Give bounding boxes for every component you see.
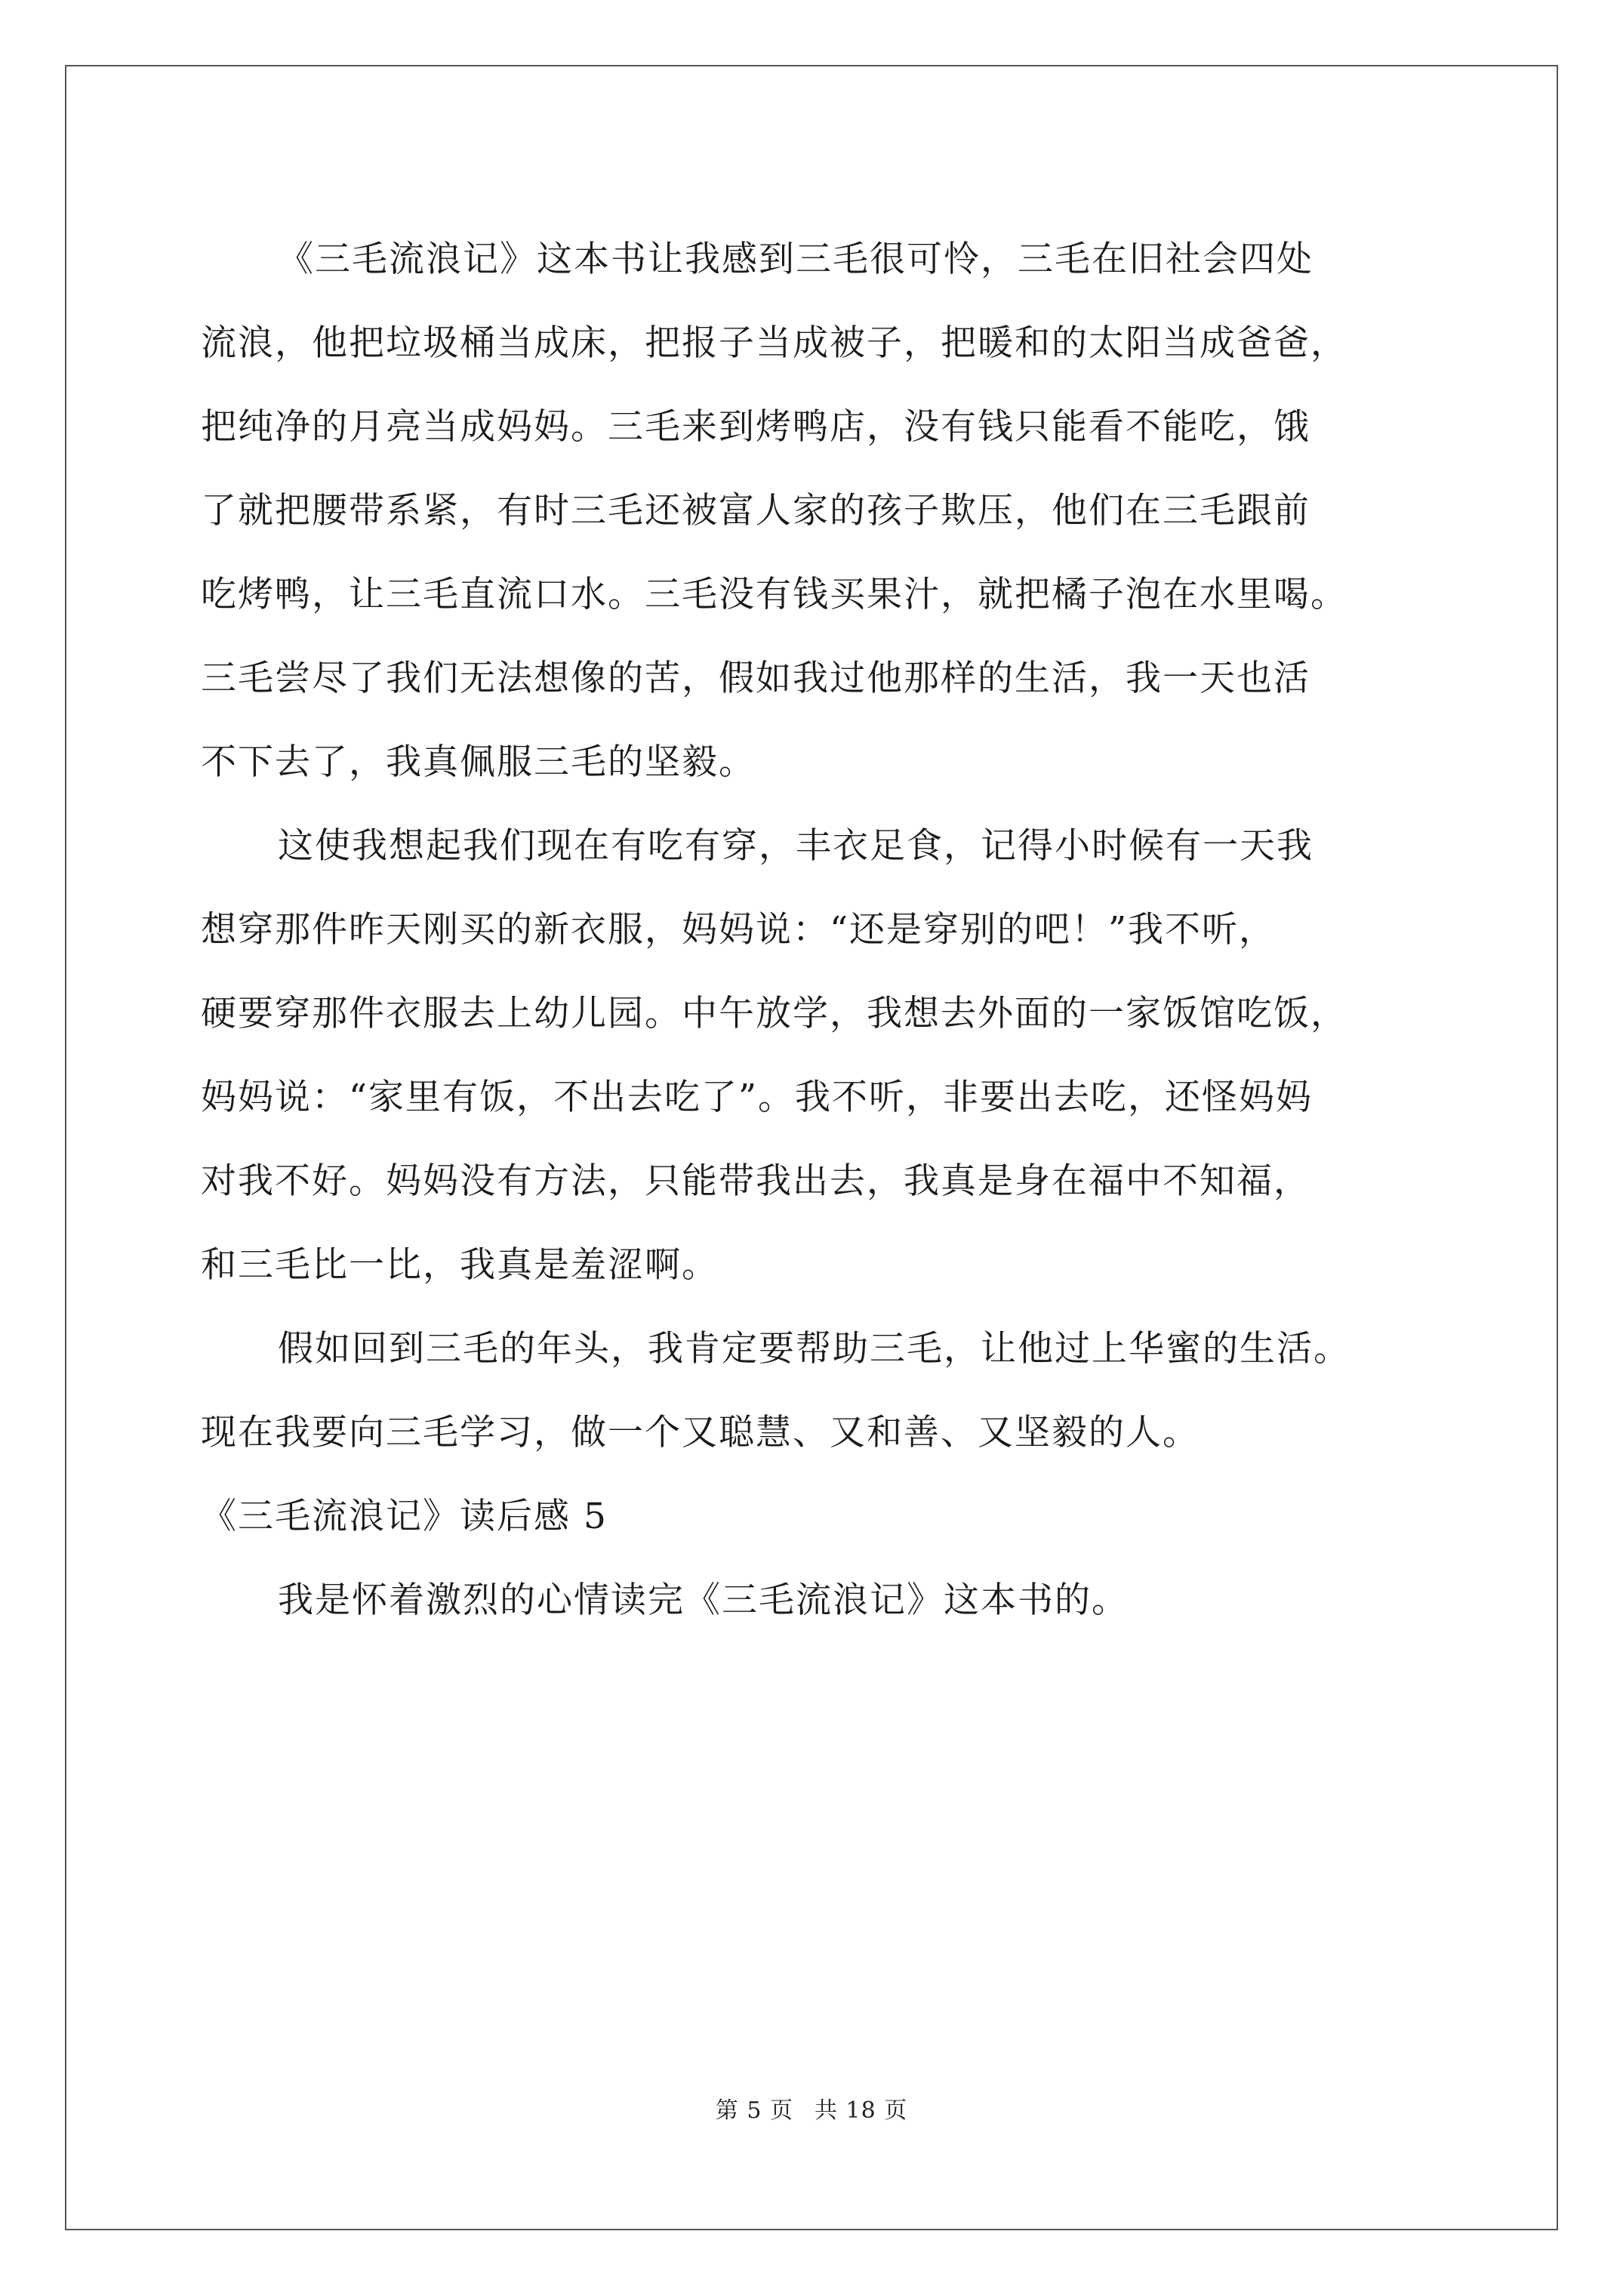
page-footer bbox=[0, 2091, 1623, 2125]
page-total: 共 18 页 bbox=[814, 2097, 908, 2124]
text-line-8: 这使我想起我们现在有吃有穿，丰衣足食，记得小时候有一天我 bbox=[278, 825, 1313, 867]
text-line-1: 《三毛流浪记》这本书让我感到三毛很可怜，三毛在旧社会四处 bbox=[278, 239, 1313, 280]
text-line-15: 现在我要向三毛学习，做一个又聪慧、又和善、又坚毅的人。 bbox=[201, 1412, 1200, 1453]
text-line-9: 想穿那件昨天刚买的新衣服，妈妈说：“还是穿别的吧！”我不听， bbox=[201, 909, 1277, 951]
text-line-11: 妈妈说：“家里有饭，不出去吃了”。我不听，非要出去吃，还怪妈妈 bbox=[201, 1077, 1313, 1118]
text-line-7: 不下去了，我真佩服三毛的坚毅。 bbox=[201, 741, 756, 783]
text-line-3: 把纯净的月亮当成妈妈。三毛来到烤鸭店，没有钱只能看不能吃，饿 bbox=[201, 406, 1310, 448]
text-line-14: 假如回到三毛的年头，我肯定要帮助三毛，让他过上华蜜的生活。 bbox=[278, 1328, 1350, 1370]
text-line-17: 我是怀着激烈的心情读完《三毛流浪记》这本书的。 bbox=[278, 1579, 1129, 1621]
text-line-10: 硬要穿那件衣服去上幼儿园。中午放学，我想去外面的一家饭馆吃饭， bbox=[201, 993, 1347, 1034]
text-line-5: 吃烤鸭，让三毛直流口水。三毛没有钱买果汁，就把橘子泡在水里喝。 bbox=[201, 574, 1347, 615]
page-number: 第 5 页 bbox=[715, 2097, 793, 2124]
text-line-6: 三毛尝尽了我们无法想像的苦，假如我过他那样的生活，我一天也活 bbox=[201, 658, 1310, 699]
text-line-13: 和三毛比一比，我真是羞涩啊。 bbox=[201, 1244, 719, 1286]
text-line-12: 对我不好。妈妈没有方法，只能带我出去，我真是身在福中不知福， bbox=[201, 1160, 1310, 1202]
text-line-4: 了就把腰带系紧，有时三毛还被富人家的孩子欺压，他们在三毛跟前 bbox=[201, 490, 1310, 532]
document-body bbox=[201, 217, 1439, 1642]
section-heading: 《三毛流浪记》读后感 5 bbox=[201, 1496, 608, 1537]
text-line-2: 流浪，他把垃圾桶当成床，把报子当成被子，把暖和的太阳当成爸爸， bbox=[201, 322, 1347, 364]
